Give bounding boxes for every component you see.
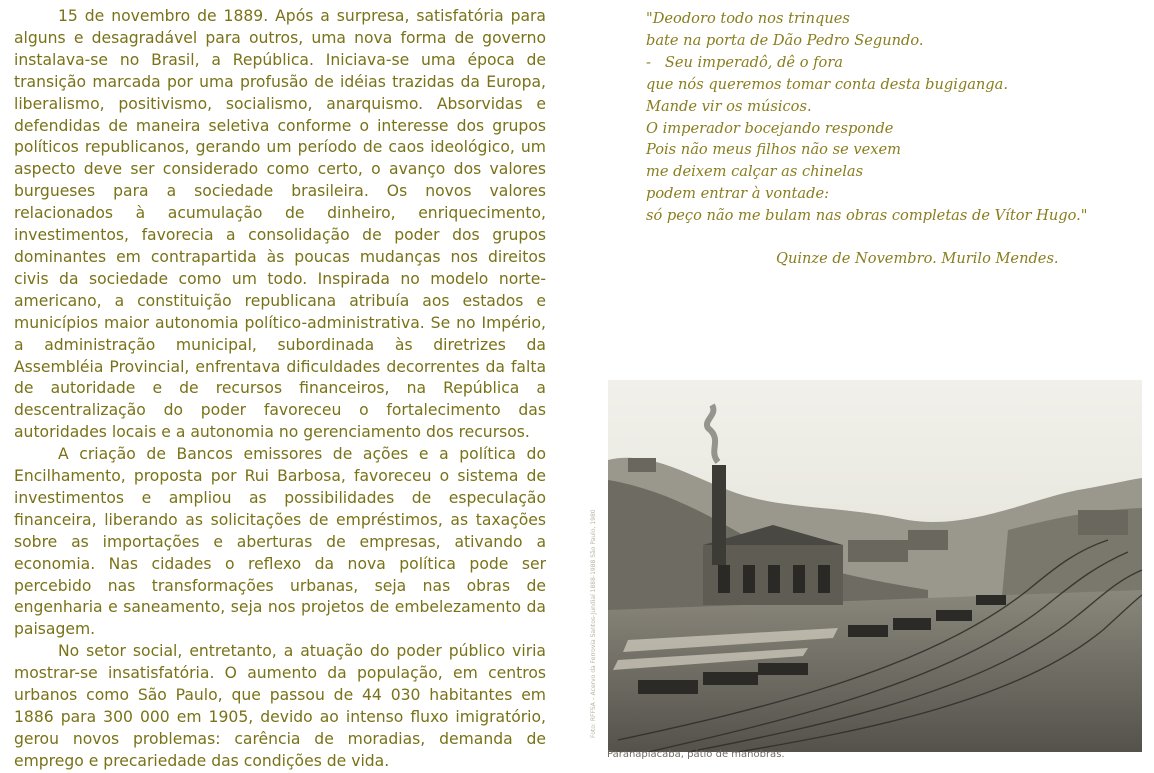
poem-line: me deixem calçar as chinelas xyxy=(646,163,864,181)
poem-line: - Seu imperadô, dê o fora xyxy=(646,53,843,71)
poem-line: Mande vir os músicos. xyxy=(646,97,812,115)
poem-line: "Deodoro todo nos trinques xyxy=(646,10,850,27)
paragraph: No setor social, entretanto, a atuação do poder público viria mostrar-se insatisfatória. O aumento da população, em centros urbanos como São Paulo, que passou de 44 030 habitantes em 1886 para 300 000 em 1905, devido ao intenso fluxo imigratório, gerou novos problemas: carência de moradias, demanda de emprego e precariedade das condições de vida. xyxy=(14,642,546,770)
poem-line: Pois não meus filhos não se vexem xyxy=(646,141,901,159)
photo-caption: Paranapiacaba, pátio de manobras. xyxy=(607,749,785,760)
poem-quote xyxy=(646,8,1146,227)
photo-credit: Foto: RFFSA – Acervo da Ferrovia Santos-Jundiaí 1888-1988 São Paulo, 1980 xyxy=(590,509,597,738)
poem-line: que nós queremos tomar conta desta bugiganga. xyxy=(646,75,1008,93)
poem-line: só peço não me bulam nas obras completas de Vítor Hugo." xyxy=(646,207,1088,225)
poem-line: O imperador bocejando responde xyxy=(646,119,894,137)
poem-attribution: Quinze de Novembro. Murilo Mendes. xyxy=(776,250,1059,267)
article-body xyxy=(14,6,546,773)
poem-line: podem entrar à vontade: xyxy=(646,185,830,203)
paragraph: 15 de novembro de 1889. Após a surpresa, satisfatória para alguns e desagradável para outros, uma nova forma de governo instalava-se no Brasil, a República. Iniciava-se uma época de transição marcada por uma profusão de idéias trazidas da Europa, liberalismo, positivismo, socialismo, anarquismo. Absorvidas e defendidas de maneira seletiva conforme o interesse dos grupos políticos republicanos, gerando um período de caos ideológico, um aspecto deve ser considerado como certo, o avanço dos valores burgueses para a sociedade brasileira. Os novos valores relacionados à acumulação de dinheiro, enriquecimento, investimentos, favorecia a consolidação de poder dos grupos dominantes em contrapartida às poucas mudanças nos direitos civis da sociedade como um todo. Inspirada no modelo norte-americano, a constituição republicana atribuía aos estados e municípios maior autonomia político-administrativa. Se no Império, a administração municipal, subordinada às diretrizes da Assembléia Provincial, enfrentava dificuldades decorrentes da falta de autoridade e de recursos financeiros, na República a descentralização do poder favoreceu o fortalecimento das autoridades locais e a autonomia no gerenciamento dos recursos. xyxy=(14,7,546,442)
paragraph: A criação de Bancos emissores de ações e a política do Encilhamento, proposta por Rui Barbosa, favoreceu o sistema de investimentos e ampliou as possibilidades de especulação financeira, liberando as solicitações de empréstimos, as taxações sobre as importações e aberturas de empresas, ativando a economia. Nas cidades o reflexo da nova política pode ser percebido nas transformações urbanas, seja nas obras de engenharia e saneamento, seja nos projetos de embelezamento da paisagem. xyxy=(14,445,546,639)
historic-photo xyxy=(608,380,1142,752)
railway-yard-illustration xyxy=(608,380,1142,752)
poem-line: bate na porta de Dão Pedro Segundo. xyxy=(646,31,924,49)
